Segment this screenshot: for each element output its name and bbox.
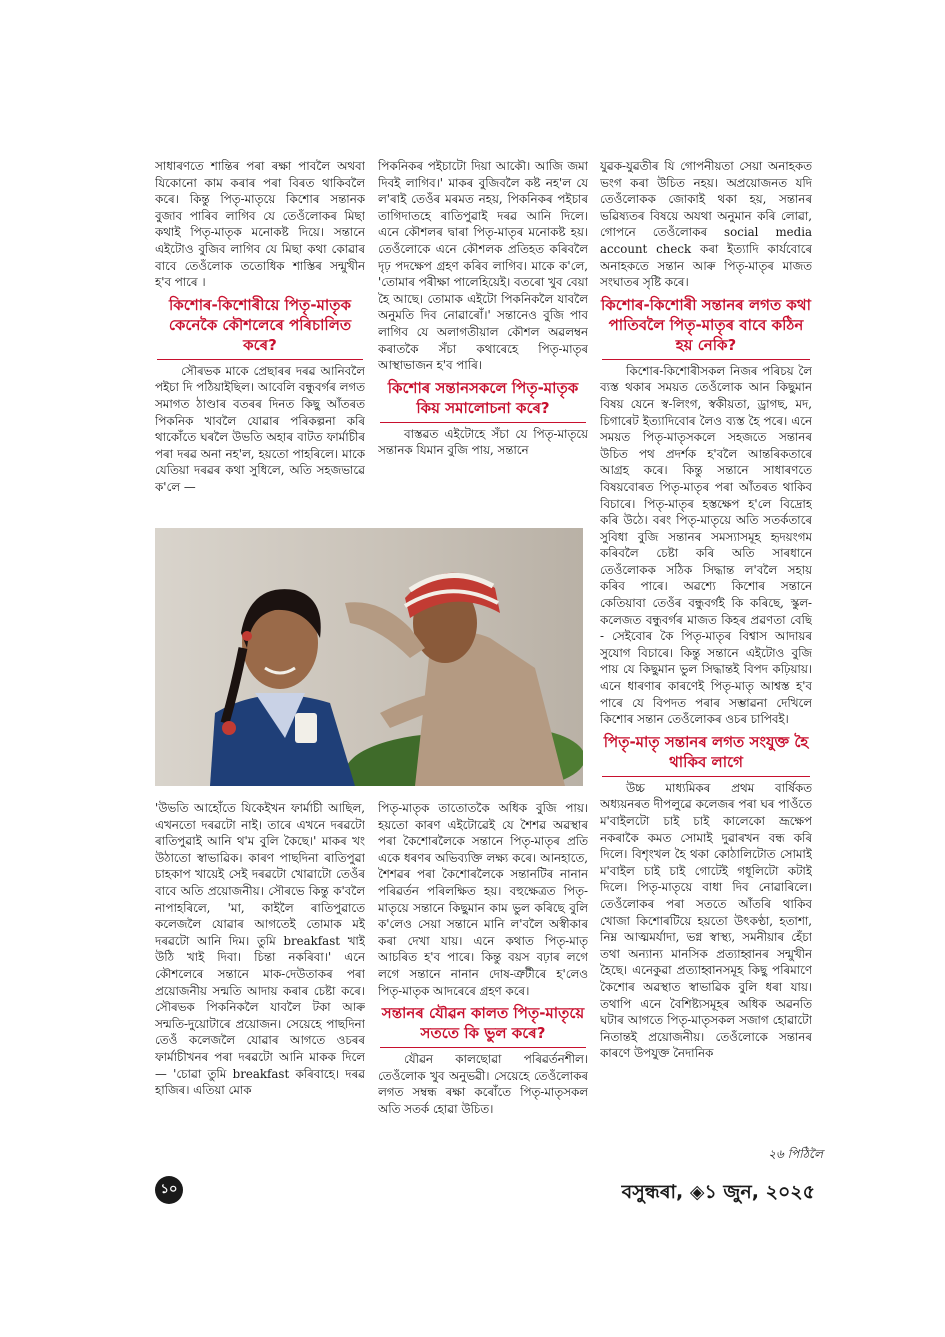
heading-rule xyxy=(602,359,810,360)
paragraph: সৌৰভক মাকে প্ৰেছাৰৰ দৰৱ আনিবলৈ পইচা দি পঠিয়াইছিল। আবেলি বন্ধুবৰ্গৰ লগত সমাগত ঠাণ্ডাৰ বতৰৰ দিনত কিছু আঁতৰত পিকনিক খাবলৈ যোৱাৰ পৰিকল্পনা কৰি থাকোঁতে ঘৰলৈ উভতি অহাৰ বাটত ফাৰ্মাচীৰ পৰা দৰৱ অনা নহ'ল, হয়তো পাহৰিলে। মাকে যেতিয়া দৰৱৰ কথা সুধিলে, অতি সহজভাৱে ক'লে — xyxy=(155,363,365,494)
paragraph: পিকনিকৰ পইচাটো দিয়া আকৌ। আজি জমা দিবই লাগিব।' মাকৰ বুজিবলৈ কষ্ট নহ'ল যে ল'ৰাই তেওঁৰ মৰমত নহয়, পিকনিকৰ পইচাৰ তাগিদাতহে ৰাতিপুৱাই দৰৱ আনি দিলে। এনে কৌশলৰ দ্বাৰা পিতৃ-মাতৃৰ মনোকষ্ট হয়। তেওঁলোকে এনে কৌশলক প্ৰতিহত কৰিবলৈ দৃঢ় পদক্ষেপ গ্ৰহণ কৰিব লাগিব। মাকে ক'লে, 'তোমাৰ পৰীক্ষা পালেহিয়েই। বতৰো খুব বেয়া হৈ আছে। তোমাক এইটো পিকনিকলৈ যাবলৈ অনুমতি দিব নোৱাৰোঁ।' সন্তানেও বুজি পাব লাগিব যে অলাগতীয়াল কৌশল অৱলম্বন কৰাতকৈ সঁচা কথাৰেহে পিতৃ-মাতৃৰ আস্থাভাজন হ'ব পাৰি। xyxy=(378,159,588,373)
paragraph: উচ্চ মাধ্যমিকৰ প্ৰথম বাৰ্ষিকত অধ্যয়নৰত দীপলুৱে কলেজৰ পৰা ঘৰ পাওঁতে ম'বাইলটো চাই চাই কালেকো ভ্ৰূক্ষেপ নকৰাকৈ কমত সোমাই দুৱাৰখন বন্ধ কৰি দিলে। বিশৃংখল হৈ থকা কোঠালিটোত সোমাই ম'বাইল চাই চাই গোটেই গধূলিটো কটাই দিলে। পিতৃ-মাতৃয়ে বাধা দিব নোৱাৰিলে। তেওঁলোকৰ পৰা সততে আঁতৰি থাকিব খোজা কিশোৰটিয়ে হয়তো উৎকণ্ঠা, হতাশা, নিম্ন আত্মমৰ্যাদা, ভগ্ন স্বাস্থ্য, সমনীয়াৰ হেঁচা তথা অন্যান্য মানসিক প্ৰত্যাহ্বানৰ সন্মুখীন হৈছে। এনেকুৱা প্ৰত্যাহ্বানসমূহ কিছু পৰিমাণে কৈশোৰ অৱস্থাত স্বাভাৱিক বুলি ধৰা যায়। তথাপি এনে বৈশিষ্ট্যসমূহৰ অধিক অৱনতি ঘটাৰ আগতে পিতৃ-মাতৃসকল সজাগ হোৱাটো নিতান্তই প্ৰয়োজনীয়। তেওঁলোকে সন্তানৰ কাৰণে উপযুক্ত নৈদানিক xyxy=(600,780,812,1061)
heading-rule xyxy=(157,359,363,360)
footer-masthead: বসুন্ধৰা, ◈১ জুন, ২০২৫ xyxy=(621,1181,815,1203)
paragraph: কিশোৰ-কিশোৰীসকল নিজৰ পৰিচয় লৈ ব্যস্ত থকাৰ সময়ত তেওঁলোক আন কিছুমান বিষয় যেনে স্ব-লিংগ, স্বকীয়তা, ড্ৰাগছ, মদ, চিগাৰেট ইত্যাদিবোৰ লৈও ব্যস্ত হৈ পৰে। এনে সময়ত পিতৃ-মাতৃসকলে সহজতে সন্তানৰ উচিত পথ প্ৰদৰ্শক হ'বলৈ আন্তৰিকতাৰে আগ্ৰহ কৰে। কিন্তু সন্তানে সাধাৰণতে বিষয়বোৰত পিতৃ-মাতৃৰ পৰা আঁতৰত থাকিব বিচাৰে। পিতৃ-মাতৃৰ হস্তক্ষেপ হ'লে বিদ্ৰোহ কৰি উঠে। বৰং পিতৃ-মাতৃয়ে অতি সতৰ্কতাৰে সুবিধা বুজি সন্তানৰ সমস্যাসমূহ হৃদয়ংগম কৰিবলৈ চেষ্টা কৰি অতি সাৰধানে তেওঁলোকক সঠিক সিদ্ধান্ত ল'বলৈ সহায় কৰিব পাৰে। অৱশ্যে কিশোৰ সন্তানে কেতিয়াবা তেওঁৰ বন্ধুবৰ্গই কি কৰিছে, স্কুল-কলেজত বন্ধুবৰ্গৰ মাজত কিহৰ প্ৰৱণতা বেছি - সেইবোৰ কৈ পিতৃ-মাতৃৰ বিশ্বাস আদায়ৰ সুযোগ বিচাৰে। কিন্তু সন্তানে এইটোও বুজি পায় যে কিছুমান ভুল সিদ্ধান্তই বিপদ কঢ়িয়ায়। এনে ধাৰণাৰ কাৰণেই পিতৃ-মাতৃ আশ্বস্ত হ'ব পাৰে যে বিপদত পৰাৰ সম্ভাৱনা দেখিলে কিশোৰ সন্তান তেওঁলোকৰ ওচৰ চাপিবই। xyxy=(600,363,812,727)
heading-rule xyxy=(380,422,586,423)
heading-rule xyxy=(602,776,810,777)
column-2-top xyxy=(378,158,588,528)
paragraph: বাস্তৱত এইটোহে সঁচা যে পিতৃ-মাতৃয়ে সন্তানক যিমান বুজি পায়, সন্তানে xyxy=(378,426,588,458)
section-heading: কিশোৰ-কিশোৰী সন্তানৰ লগত কথা পাতিবলৈ পিতৃ-মাতৃৰ বাবে কঠিন হয় নেকি? xyxy=(601,295,811,354)
section-heading: পিতৃ-মাতৃ সন্তানৰ লগত সংযুক্ত হৈ থাকিব লাগে xyxy=(603,732,809,771)
column-1-bottom xyxy=(155,800,365,1170)
section-heading: কিশোৰ-কিশোৰীয়ে পিতৃ-মাতৃক কেনেকৈ কৌশলেৰে পৰিচালিত কৰে? xyxy=(168,295,352,354)
heading-rule xyxy=(380,1047,586,1048)
paragraph: পিতৃ-মাতৃক তাতোতকৈ অধিক বুজি পায়। হয়তো কাৰণ এইটোৱেই যে শৈশৱ অৱস্থাৰ পৰা কৈশোৰলৈকে সন্তানে পিতৃ-মাতৃৰ প্ৰতি একে ধৰণৰ অভিব্যক্তি লক্ষ্য কৰে। আনহাতে, শৈশৱৰ পৰা কৈশোৰলৈকে সন্তানটিৰ নানান পৰিৱৰ্তন পৰিলক্ষিত হয়। বহুক্ষেত্ৰত পিতৃ-মাতৃয়ে সন্তানে কিছুমান কাম ভুল কৰিছে বুলি ক'লেও সেয়া সন্তানে মানি ল'বলৈ অস্বীকাৰ কৰা দেখা যায়। এনে কথাত পিতৃ-মাতৃ আচৰিত হ'ব পাৰে। কিন্তু বয়স বঢ়াৰ লগে লগে সন্তানে নানান দোষ-ত্ৰুটীৰে হ'লেও পিতৃ-মাতৃক আদৰেৰে গ্ৰহণ কৰে। xyxy=(378,801,588,998)
paragraph: যুৱক-যুৱতীৰ যি গোপনীয়তা সেয়া অনাহকত ভংগ কৰা উচিত নহয়। অপ্ৰয়োজনত যদি তেওঁলোকক জোকাই থকা হয়, সন্তানৰ ভৱিষ্যতৰ বিষয়ে অযথা অনুমান কৰি লোৱা, গোপনে তেওঁলোকৰ social media account check কৰা ইত্যাদি কাৰ্যবোৰে অনাহকতে সন্তান আৰু পিতৃ-মাতৃৰ মাজত সংঘাতৰ সৃষ্টি কৰে। xyxy=(600,159,812,290)
column-2-bottom xyxy=(378,800,588,1170)
continued-note: ২৬ পিঠিলৈ xyxy=(768,1147,823,1161)
paragraph: যৌৱন কালছোৱা পৰিৱৰ্তনশীল। তেওঁলোক খুব অনুভৱী। সেয়েহে তেওঁলোকৰ লগত সম্বন্ধ ৰক্ষা কৰোঁতে পিতৃ-মাতৃসকল অতি সতৰ্ক হোৱা উচিত। xyxy=(378,1052,588,1116)
column-3 xyxy=(600,158,812,1168)
column-1-top xyxy=(155,158,365,528)
paragraph: সাধাৰণতে শান্তিৰ পৰা ৰক্ষা পাবলৈ অথবা যিকোনো কাম কৰাৰ পৰা বিৰত থাকিবলৈ কৰে। কিন্তু পিতৃ-মাতৃয়ে কিশোৰ সন্তানক বুজাব পাৰিব লাগিব যে তেওঁলোকৰ মিছা কথাই পিতৃ-মাতৃক মনোকষ্ট দিয়ে। সন্তানে এইটোও বুজিব লাগিব যে মিছা কথা কোৱাৰ বাবে তেওঁলোক ততোধিক শাস্তিৰ সন্মুখীন হ'ব পাৰে । xyxy=(155,159,365,290)
father-daughter-photo xyxy=(155,528,583,786)
section-heading: সন্তানৰ যৌৱন কালত পিতৃ-মাতৃয়ে সততে কি ভুল কৰে? xyxy=(381,1004,585,1043)
paragraph: 'উভতি আহোঁতে যিকেইখন ফাৰ্মাচী আছিল, এখনতো দৰৱটো নাই। তাৰে এখনে দৰৱটো ৰাতিপুৱাই আনি থ'ম বুলি কৈছে।' মাকৰ খং উঠাতো স্বাভাৱিক। কাৰণ পাছদিনা ৰাতিপুৱা চাহকাপ খায়েই সেই দৰৱটো খোৱাটো তেওঁৰ বাবে অতি প্ৰয়োজনীয়। সৌৰভে কিন্তু ক'বলৈ নাপাহৰিলে, 'মা, কাইলৈ ৰাতিপুৱাতে কলেজলৈ যোৱাৰ আগতেই তোমাক মই দৰৱটো আনি দিম। তুমি breakfast খাই উঠি খাই দিবা। চিন্তা নকৰিবা।' এনে কৌশলেৰে সন্তানে মাক-দেউতাকৰ পৰা প্ৰয়োজনীয় সন্মতি আদায় কৰাৰ চেষ্টা কৰে। সৌৰভক পিকনিকলৈ যাবলৈ টকা আৰু সন্মতি-দুয়োটাৰে প্ৰয়োজন। সেয়েহে পাছদিনা তেওঁ কলেজলৈ যোৱাৰ আগতে ওচৰৰ ফাৰ্মাচীখনৰ পৰা দৰৱটো আনি মাকক দিলে — 'চোৱা তুমি breakfast কৰিবাহে। দৰৱ হাজিৰ। এতিয়া মোক xyxy=(155,801,365,1098)
page-number: ১০ xyxy=(155,1176,183,1204)
section-heading: কিশোৰ সন্তানসকলে পিতৃ-মাতৃক কিয় সমালোচনা কৰে? xyxy=(387,378,579,417)
